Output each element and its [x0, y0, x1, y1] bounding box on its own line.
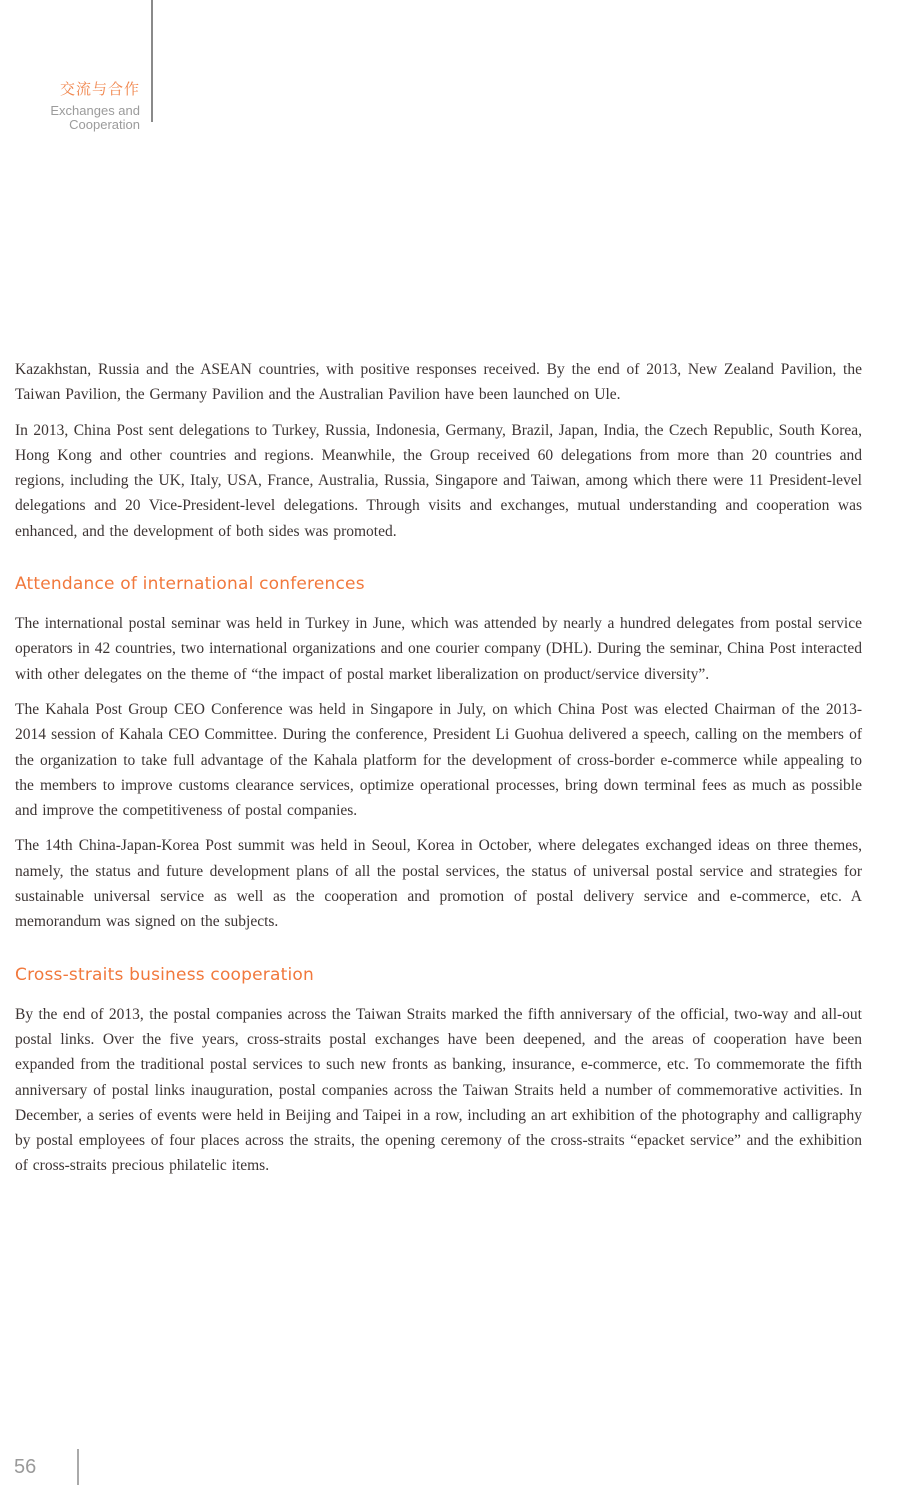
section-title-en-line2: Cooperation [69, 117, 140, 132]
footer-vertical-rule [77, 1449, 79, 1485]
body-paragraph-intro-1: Kazakhstan, Russia and the ASEAN countries, with positive responses received. By the end of 2013, New Zealand Pavilion, the Taiwan Pavilion, the Germany Pavilion and the Australian Pavilion have been launched on Ule. [15, 361, 862, 404]
body-paragraph-intro-2: In 2013, China Post sent delegations to Turkey, Russia, Indonesia, Germany, Brazil, Japan, India, the Czech Republic, South Korea, Hong Kong and other countries and regions. Meanwhile, the Group received 60 delegations from more than 20 countries and regions, including the UK, Italy, USA, France, Australia, Russia, Singapore and Taiwan, among which there were 11 President-level delegations and 20 Vice-President-level delegations. Through visits and exchanges, mutual understanding and cooperation was enhanced, and the development of both sides was promoted. [15, 421, 862, 540]
section-heading-cross-straits-business-cooperation: Cross-straits business cooperation [15, 964, 314, 985]
body-paragraph-seminar-turkey: The international postal seminar was held in Turkey in June, which was attended by nearly a hundred delegates from postal service operators in 42 countries, two international organizations and one courier company (DHL). During the seminar, China Post interacted with other delegates on the theme of “the impact of postal market liberalization on product/service diversity”. [15, 615, 862, 683]
body-paragraph-kahala-ceo-conference: The Kahala Post Group CEO Conference was held in Singapore in July, on which China Post was elected Chairman of the 2013-2014 session of Kahala CEO Committee. During the conference, President Li Guohua delivered a speech, calling on the members of the organization to take full advantage of the Kahala platform for the development of cross-border e-commerce while appealing to the members to improve customs clearance services, optimize operational processes, bring down terminal fees as much as possible and improve the competitiveness of postal companies. [15, 700, 862, 820]
body-paragraph-china-japan-korea-summit: The 14th China-Japan-Korea Post summit was held in Seoul, Korea in October, where delegates exchanged ideas on three themes, namely, the status and future development plans of all the postal services, the status of universal postal service and strategies for sustainable universal service as well as the cooperation and promotion of postal delivery service and e-commerce, etc. A memorandum was signed on the subjects. [15, 837, 862, 931]
header-vertical-rule [151, 0, 153, 122]
body-paragraph-cross-straits: By the end of 2013, the postal companies across the Taiwan Straits marked the fifth anniversary of the official, two-way and all-out postal links. Over the five years, cross-straits postal exchanges have been deepened, and the areas of cooperation have been expanded from the traditional postal services to such new fronts as banking, insurance, e-commerce, etc. To commemorate the fifth anniversary of postal links inauguration, postal companies across the Taiwan Straits held a number of commemorative activities. In December, a series of events were held in Beijing and Taipei in a row, including an art exhibition of the photography and calligraphy by postal employees of four places across the straits, the opening ceremony of the cross-straits “epacket service” and the exhibition of cross-straits precious philatelic items. [15, 1005, 862, 1175]
section-title-zh: 交流与合作 [59, 80, 140, 98]
page-content [15, 357, 862, 1189]
page-header [0, 78, 140, 132]
section-heading-attendance-of-international-conferences: Attendance of international conferences [15, 574, 365, 595]
section-title-en-line1: Exchanges and [50, 103, 140, 118]
page-number: 56 [14, 1456, 37, 1478]
